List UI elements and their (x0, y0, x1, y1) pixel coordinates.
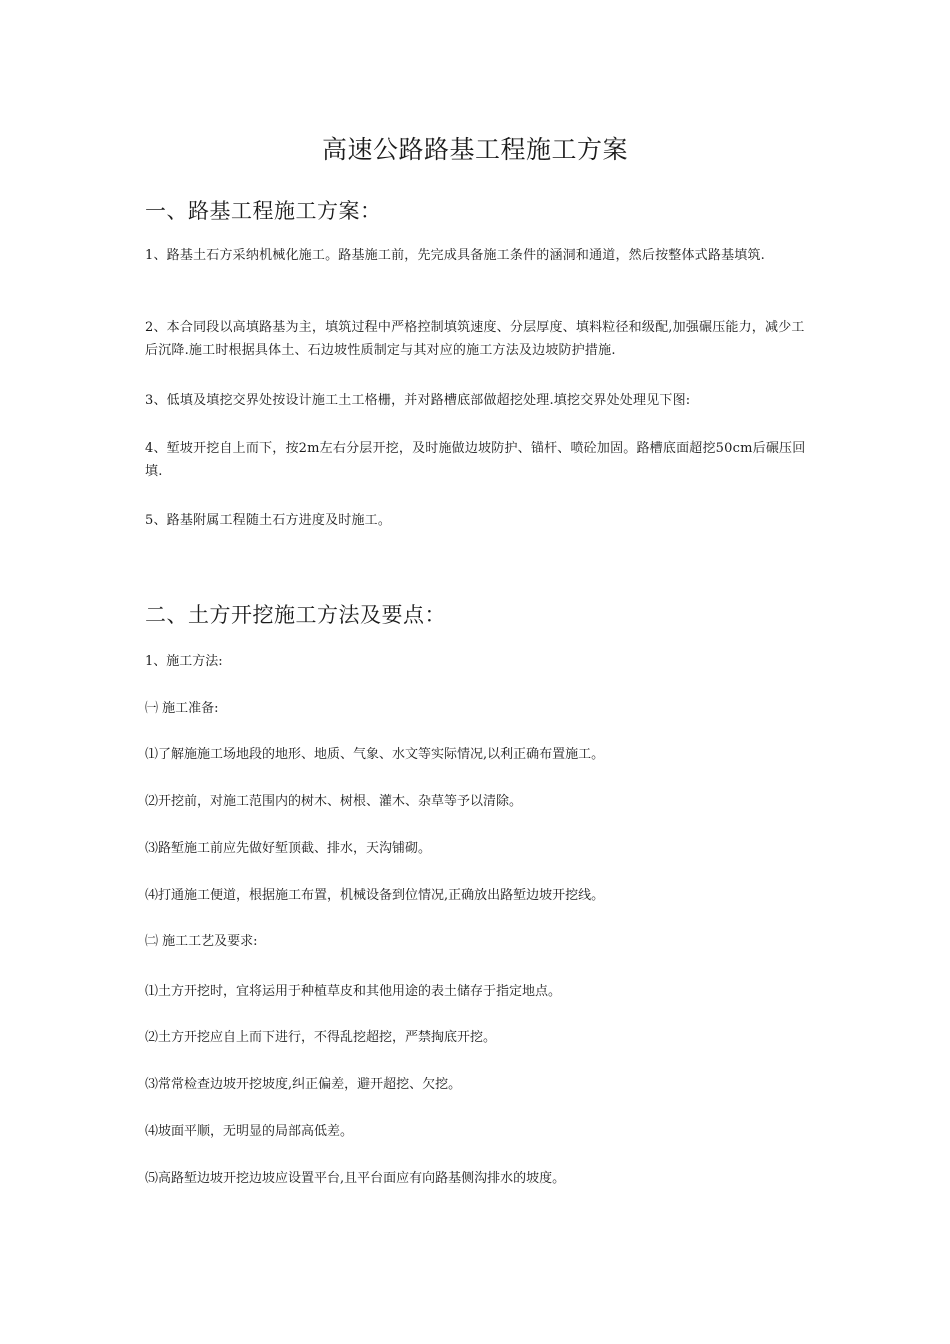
section-1-heading: 一、路基工程施工方案： (145, 199, 382, 223)
section-2-line-12: ⑸高路堑边坡开挖边坡应设置平台,且平台面应有向路基侧沟排水的坡度。 (145, 1171, 566, 1186)
section-2-line-8: ⑴土方开挖时，宜将运用于种植草皮和其他用途的表土储存于指定地点。 (145, 984, 562, 999)
section-2-line-3: ⑴了解施施工场地段的地形、地质、气象、水文等实际情况,以利正确布置施工。 (145, 747, 605, 762)
section-2-line-9: ⑵土方开挖应自上而下进行，不得乱挖超挖，严禁掏底开挖。 (145, 1030, 497, 1045)
section-2-line-2: ㈠ 施工准备: (145, 701, 219, 716)
section-2-line-11: ⑷坡面平顺，无明显的局部高低差。 (145, 1124, 354, 1139)
section-2-line-6: ⑷打通施工便道，根据施工布置，机械设备到位情况,正确放出路堑边坡开挖线。 (145, 888, 605, 903)
section-1-paragraph-4: 4、堑坡开挖自上而下，按2m左右分层开挖，及时施做边坡防护、锚杆、喷砼加固。路槽底面超挖50cm后碾压回填. (145, 441, 806, 479)
section-2-heading: 二、土方开挖施工方法及要点： (145, 603, 446, 627)
document-title: 高速公路路基工程施工方案 (321, 135, 628, 164)
section-2-line-5: ⑶路堑施工前应先做好堑顶截、排水，天沟铺砌。 (145, 841, 432, 856)
section-1-paragraph-5: 5、路基附属工程随土石方进度及时施工。 (145, 513, 392, 528)
section-2-line-7: ㈡ 施工工艺及要求: (145, 934, 258, 949)
section-2-line-1: 1、施工方法: (145, 654, 223, 669)
section-1-paragraph-3: 3、低填及填挖交界处按设计施工土工格栅，并对路槽底部做超挖处理.填挖交界处处理见下图: (145, 393, 691, 408)
section-2-line-10: ⑶常常检查边坡开挖坡度,纠正偏差，避开超挖、欠挖。 (145, 1077, 462, 1092)
section-2-line-4: ⑵开挖前，对施工范围内的树木、树根、灌木、杂草等予以清除。 (145, 794, 523, 809)
section-1-paragraph-2: 2、本合同段以高填路基为主，填筑过程中严格控制填筑速度、分层厚度、填料粒径和级配,加强碾压能力，减少工后沉降.施工时根据具体土、石边坡性质制定与其对应的施工方法及边坡防护措施. (145, 320, 805, 358)
section-1-paragraph-1: 1、路基土石方采纳机械化施工。路基施工前，先完成具备施工条件的涵洞和通道，然后按整体式路基填筑. (145, 248, 766, 263)
